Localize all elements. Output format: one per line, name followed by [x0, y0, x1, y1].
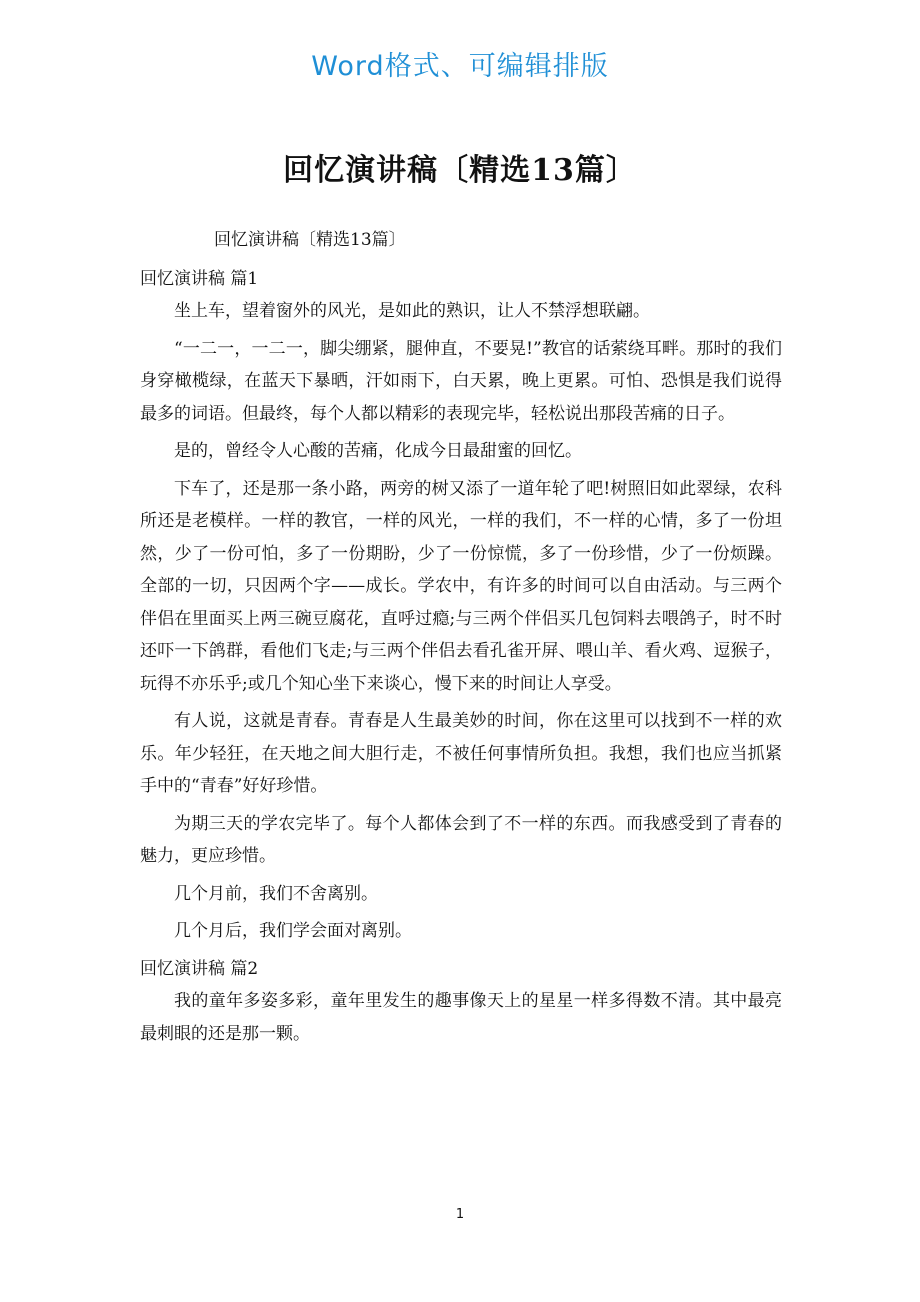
paragraph: 几个月前，我们不舍离别。 [174, 883, 378, 904]
document-body [140, 224, 782, 1055]
paragraph: 几个月后，我们学会面对离别。 [174, 921, 412, 941]
paragraph: 为期三天的学农完毕了。每个人都体会到了不一样的东西。而我感受到了青春的魅力，更应珍惜。 [140, 813, 782, 866]
paragraph: 下车了，还是那一条小路，两旁的树又添了一道年轮了吧!树照旧如此翠绿，农科所还是老模样。一样的教官，一样的风光，一样的我们，不一样的心情，多了一份坦然，少了一份可怕，多了一份期盼，少了一份惊慌，多了一份珍惜，少了一份烦躁。全部的一切，只因两个字——成长。学农中，有许多的时间可以自由活动。与三两个伴侣在里面买上两三碗豆腐花，直呼过瘾;与三两个伴侣买几包饲料去喂鸽子，时不时还吓一下鸽群，看他们飞走;与三两个伴侣去看孔雀开屏、喂山羊、看火鸡、逗猴子，玩得不亦乐乎;或几个知心坐下来谈心，慢下来的时间让人享受。 [140, 478, 782, 694]
section-heading-1: 回忆演讲稿 篇1 [140, 268, 259, 289]
page-number: 1 [455, 1207, 465, 1222]
paragraph: 我的童年多姿多彩，童年里发生的趣事像天上的星星一样多得数不清。其中最亮最刺眼的还是那一颗。 [140, 991, 782, 1044]
document-title: 回忆演讲稿〔精选13篇〕 [283, 153, 637, 188]
header-banner: Word格式、可编辑排版 [311, 51, 609, 82]
paragraph: “一二一，一二一，脚尖绷紧，腿伸直，不要晃!”教官的话萦绕耳畔。那时的我们身穿橄榄绿，在蓝天下暴晒，汗如雨下，白天累，晚上更累。可怕、恐惧是我们说得最多的词语。但最终，每个人都以精彩的表现完毕，轻松说出那段苦痛的日子。 [140, 338, 782, 424]
paragraph: 坐上车，望着窗外的风光，是如此的熟识，让人不禁浮想联翩。 [174, 301, 650, 321]
document-subtitle: 回忆演讲稿〔精选13篇〕 [214, 230, 406, 250]
paragraph: 有人说，这就是青春。青春是人生最美妙的时间，你在这里可以找到不一样的欢乐。年少轻狂，在天地之间大胆行走，不被任何事情所负担。我想，我们也应当抓紧手中的“青春”好好珍惜。 [140, 711, 782, 796]
section-heading-2: 回忆演讲稿 篇2 [140, 958, 259, 979]
paragraph: 是的，曾经令人心酸的苦痛，化成今日最甜蜜的回忆。 [174, 441, 582, 461]
